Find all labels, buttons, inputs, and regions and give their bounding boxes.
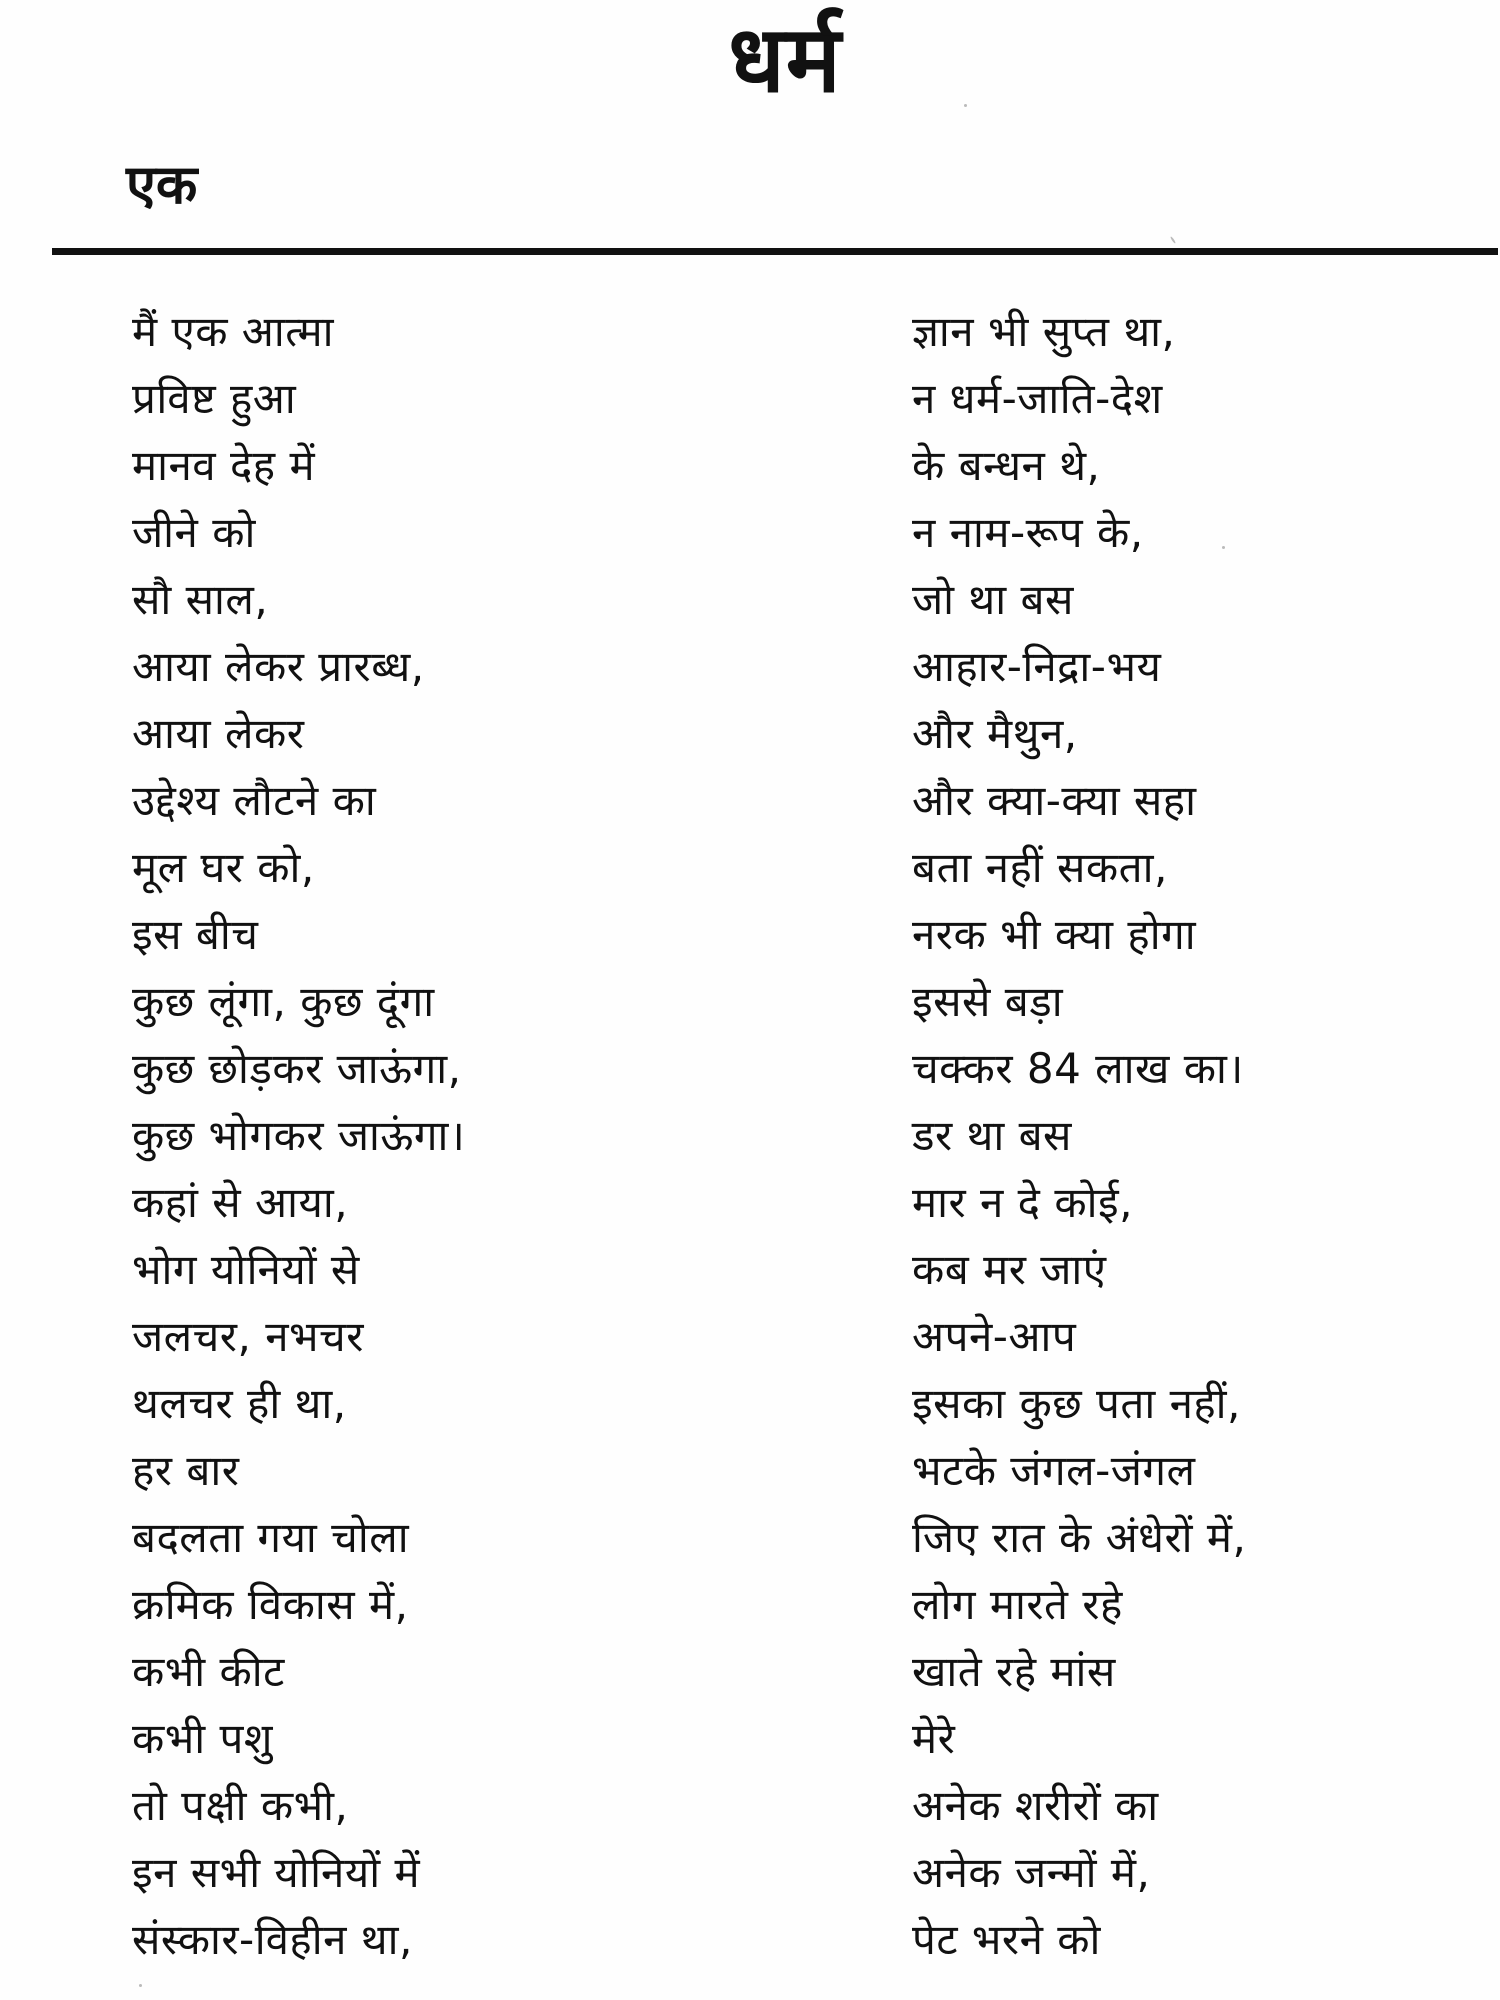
poem-line: भोग योनियों से <box>132 1245 360 1294</box>
poem-line: जलचर, नभचर <box>132 1312 364 1361</box>
poem-line: संस्कार-विहीन था, <box>132 1915 413 1964</box>
poem-line: प्रविष्ट हुआ <box>132 374 297 423</box>
poem-line: न नाम-रूप के, <box>912 508 1144 557</box>
poem-line: अनेक शरीरों का <box>912 1781 1159 1830</box>
page-title: धर्म <box>728 6 842 113</box>
poem-line: बदलता गया चोला <box>132 1513 410 1562</box>
poem-line: इस बीच <box>132 910 259 959</box>
poem-line: तो पक्षी कभी, <box>132 1781 349 1830</box>
poem-line: खाते रहे मांस <box>912 1647 1116 1696</box>
poem-line: मैं एक आत्मा <box>132 307 335 356</box>
poem-line: कुछ छोड़कर जाऊंगा, <box>132 1044 462 1093</box>
poem-line: डर था बस <box>912 1111 1072 1160</box>
poem-line: जो था बस <box>912 575 1074 624</box>
poem-line: पेट भरने को <box>912 1915 1101 1964</box>
poem-line: इससे बड़ा <box>912 977 1064 1026</box>
poem-line: मानव देह में <box>132 441 316 490</box>
poem-line: ज्ञान भी सुप्त था, <box>912 307 1176 356</box>
heading-divider <box>52 248 1498 255</box>
poem-line: हर बार <box>132 1446 240 1495</box>
poem-line: कब मर जाएं <box>912 1245 1107 1294</box>
poem-line: बता नहीं सकता, <box>912 843 1168 892</box>
poem-line: और मैथुन, <box>912 709 1078 758</box>
left-poem-column <box>132 298 465 1973</box>
poem-line: कुछ लूंगा, कुछ दूंगा <box>132 977 435 1026</box>
poem-line: आया लेकर <box>132 709 305 758</box>
right-poem-column <box>912 298 1246 1973</box>
poem-line: सौ साल, <box>132 575 269 624</box>
poem-line: क्रमिक विकास में, <box>132 1580 409 1629</box>
poem-line: भटके जंगल-जंगल <box>912 1446 1196 1495</box>
poem-line: मार न दे कोई, <box>912 1178 1133 1227</box>
poem-line: लोग मारते रहे <box>912 1580 1123 1629</box>
scan-speck <box>139 1984 142 1987</box>
poem-line: के बन्धन थे, <box>912 441 1101 490</box>
poem-line: थलचर ही था, <box>132 1379 347 1428</box>
poem-line: मूल घर को, <box>132 843 315 892</box>
poem-line: मेरे <box>912 1714 956 1763</box>
poem-line: अपने-आप <box>912 1312 1077 1361</box>
poem-line: जीने को <box>132 508 256 557</box>
poem-line: कुछ भोगकर जाऊंगा। <box>132 1111 466 1160</box>
poem-line: और क्या-क्या सहा <box>912 776 1197 825</box>
poem-line: इन सभी योनियों में <box>132 1848 421 1897</box>
poem-line: अनेक जन्मों में, <box>912 1848 1151 1897</box>
poem-line: उद्देश्य लौटने का <box>132 776 377 825</box>
poem-line: जिए रात के अंधेरों में, <box>912 1513 1247 1562</box>
scan-speck <box>1170 236 1176 244</box>
poem-line: कहां से आया, <box>132 1178 349 1227</box>
poem-line: आया लेकर प्रारब्ध, <box>132 642 425 691</box>
scan-speck <box>964 104 967 107</box>
poem-line: नरक भी क्या होगा <box>912 910 1197 959</box>
poem-line: इसका कुछ पता नहीं, <box>912 1379 1241 1428</box>
poem-line: चक्कर 84 लाख का। <box>912 1044 1244 1093</box>
poem-line: आहार-निद्रा-भय <box>912 642 1162 691</box>
scan-speck <box>1222 546 1225 549</box>
poem-line: न धर्म-जाति-देश <box>912 374 1163 423</box>
section-heading: एक <box>126 153 198 216</box>
poem-line: कभी कीट <box>132 1647 285 1696</box>
poem-line: कभी पशु <box>132 1714 273 1763</box>
